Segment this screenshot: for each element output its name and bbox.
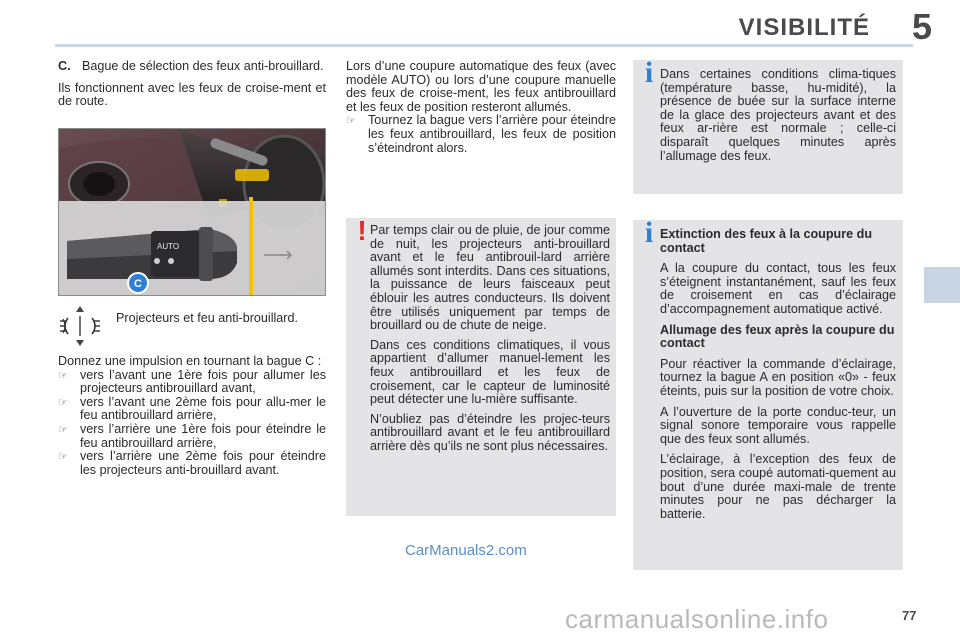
info-heading: Extinction des feux à la coupure du contact	[660, 227, 873, 255]
page-number: 77	[902, 608, 917, 623]
info-paragraph: Dans certaines conditions clima-tiques (température basse, hu-midité), la présence de buée sur la surface interne de la glace des projecteurs avant et des feux ar-rière est normale ; celle-ci disparaît quelques minutes après l’allumage des feux.	[660, 67, 896, 163]
info-paragraph: A l’ouverture de la porte conduc-teur, un signal sonore temporaire vous rappelle que des feux sont allumés.	[660, 404, 896, 446]
fog-lights-icon	[58, 304, 102, 348]
warning-box	[346, 215, 616, 516]
info-paragraph: Pour réactiver la commande d’éclairage, tournez la bague A en position «0» - feux éteints, puis sur la position de votre choix.	[660, 356, 896, 398]
warning-paragraph: N’oubliez pas d’éteindre les projec-teurs antibrouillard avant et le feu antibrouillard arrière dès qu’ils ne sont plus nécessaires.	[370, 411, 610, 453]
chapter-number: 5	[911, 6, 933, 47]
stalk-auto-label: AUTO	[157, 242, 180, 251]
bullet-hand-icon: ☞	[58, 369, 68, 382]
chapter-side-tab	[924, 267, 960, 303]
warning-paragraph: Par temps clair ou de pluie, de jour comme de nuit, les projecteurs anti-brouillard avant et le feu antibrouil-lard arrière allumés sont interdits. Dans ces situations, la puissance de leurs faisceaux peut éblouir les autres conducteurs. Ils doivent être utilisés uniquement par temps de brouillard ou de chute de neige.	[370, 223, 610, 333]
stalk-illustration	[59, 129, 326, 296]
warning-body	[370, 224, 610, 460]
intro-text: Ils fonctionnent avec les feux de croise-ment et de route.	[58, 80, 326, 109]
fog-bullet-list	[58, 369, 326, 478]
item-c-letter: C.	[58, 59, 71, 73]
impulse-text: Donnez une impulsion en tournant la bague C :	[58, 354, 322, 368]
info-icon: i	[644, 56, 654, 89]
impulse-section	[58, 355, 326, 477]
info-paragraph: A la coupure du contact, tous les feux s’éteignent instantanément, sauf les feux de croisement en cas d’éclairage d’accompagnement automatique activé.	[660, 261, 896, 316]
list-item: ☞ vers l’avant une 2ème fois pour allu-mer le feu antibrouillard arrière,	[58, 394, 326, 423]
header-rule	[55, 44, 913, 47]
info-body	[660, 228, 896, 528]
auto-cutoff-text: Lors d’une coupure automatique des feux (avec modèle AUTO) ou lors d’une coupure manuelle des feux de croise-ment, les feux antibrouillard et les feux de position resteront allumés.	[346, 59, 616, 114]
list-item: ☞ vers l’arrière une 1ère fois pour éteindre le feu antibrouillard arrière,	[58, 421, 326, 450]
site-watermark: carmanualsonline.info	[565, 604, 829, 634]
info-icon: i	[644, 216, 654, 249]
bullet-hand-icon: ☞	[58, 396, 68, 409]
bullet-hand-icon: ☞	[58, 423, 68, 436]
left-column	[58, 60, 326, 109]
info-box-ignition-off	[633, 216, 903, 570]
page-header	[0, 0, 960, 60]
list-item: ☞ vers l’avant une 1ère fois pour allumer les projecteurs antibrouillard avant,	[58, 367, 326, 396]
fog-lights-caption: Projecteurs et feu anti-brouillard.	[116, 311, 299, 325]
callout-c-label: C	[134, 278, 142, 290]
carmanuals-watermark[interactable]: CarManuals2.com	[405, 542, 527, 559]
stalk-photo	[58, 128, 326, 296]
warning-paragraph: Dans ces conditions climatiques, il vous appartient d’allumer manuel-lement les feux antibrouillard et les feux de croisement, car le capteur de luminosité peut détecter une lu-mière suffisante.	[370, 337, 610, 407]
bullet-hand-icon: ☞	[346, 115, 356, 128]
item-c	[58, 60, 326, 74]
middle-column	[346, 60, 616, 155]
info-heading: Allumage des feux après la coupure du contact	[660, 322, 895, 351]
info-box-condensation	[633, 56, 903, 194]
bullet-hand-icon: ☞	[58, 451, 68, 464]
list-item: ☞ vers l’arrière une 2ème fois pour éteindre les projecteurs anti-brouillard avant.	[58, 449, 326, 477]
auto-cutoff-bullet: ☞ Tournez la bague vers l’arrière pour éteindre les feux antibrouillard, les feux de position s’éteindront alors.	[346, 113, 616, 155]
section-title: VISIBILITÉ	[738, 14, 870, 41]
item-c-text: Bague de sélection des feux anti-brouillard.	[82, 59, 324, 73]
info-body	[660, 68, 896, 170]
warning-icon: !	[357, 215, 367, 246]
info-paragraph: L’éclairage, à l’exception des feux de position, sera coupé automati-quement au bout d’une durée maxi-male de trente minutes pour ne pas décharger la batterie.	[660, 452, 896, 521]
